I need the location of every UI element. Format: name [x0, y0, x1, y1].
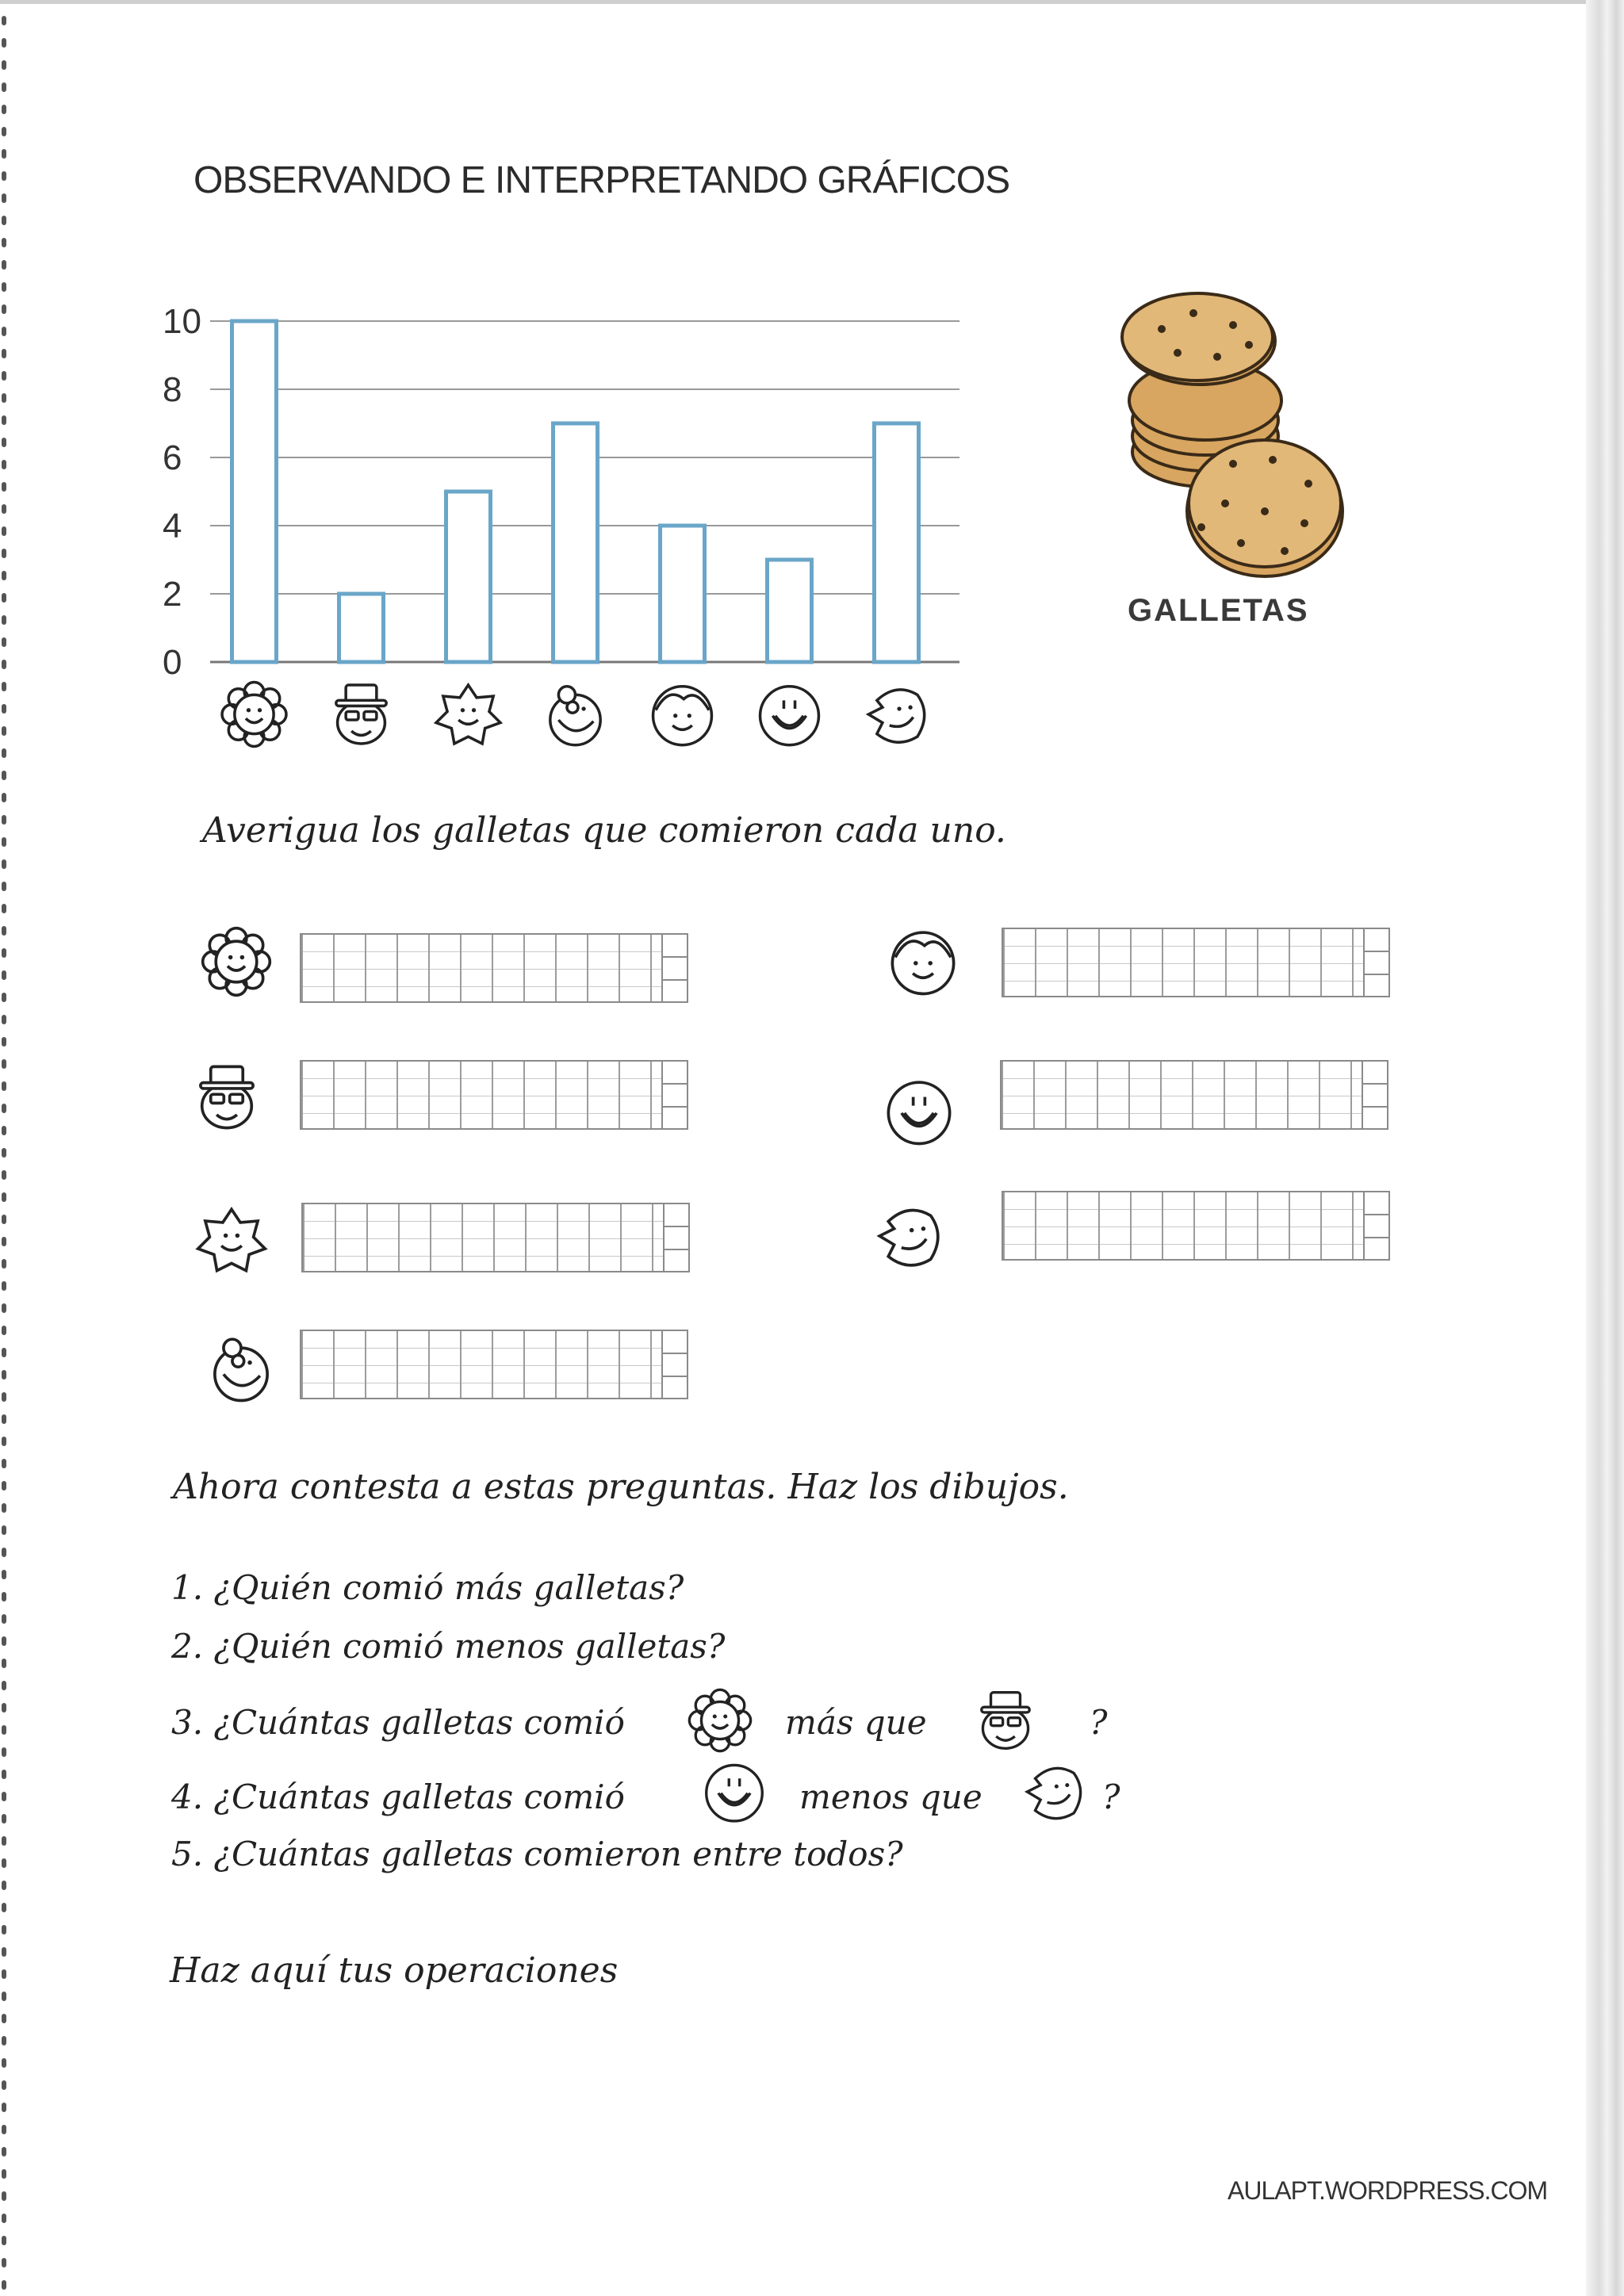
page-stack-edge — [1586, 0, 1624, 2296]
binding-hole — [2, 1925, 6, 1934]
star-face-icon — [195, 1203, 268, 1276]
binding-hole — [2, 615, 6, 625]
instruction-questions: Ahora contesta a estas preguntas. Haz los dibujos. — [173, 1467, 1069, 1507]
question-1: 1. ¿Quién comió más galletas? — [171, 1568, 684, 1607]
page-title: OBSERVANDO E INTERPRETANDO GRÁFICOS — [193, 159, 1010, 201]
binding-hole — [2, 1059, 6, 1069]
bar-chart — [163, 301, 979, 753]
binding-hole — [2, 1303, 6, 1313]
instruction-count: Averigua los galletas que comieron cada uno. — [202, 810, 1006, 851]
binding-hole — [2, 349, 6, 358]
binding-hole — [2, 859, 6, 869]
answer-grid-smiley[interactable] — [1000, 1060, 1388, 1130]
binding-hole — [2, 2103, 6, 2112]
binding-hole — [2, 1237, 6, 1246]
question-3-end: ? — [1090, 1703, 1108, 1742]
binding-hole — [2, 415, 6, 425]
binding-hole — [2, 282, 6, 292]
question-4-end: ? — [1102, 1777, 1120, 1816]
curly-face-icon — [550, 687, 600, 745]
binding-hole — [2, 2125, 6, 2134]
binding-hole — [2, 904, 6, 913]
binding-hole — [2, 60, 6, 70]
binding-hole — [2, 1947, 6, 1957]
cookies-icon — [1114, 289, 1368, 594]
y-tick-label: 10 — [163, 302, 201, 341]
question-2: 2. ¿Quién comió menos galletas? — [171, 1627, 726, 1666]
binding-hole — [2, 216, 6, 225]
bar — [661, 526, 705, 662]
operations-label: Haz aquí tus operaciones — [170, 1950, 619, 1991]
binding-hole — [2, 2214, 6, 2223]
binding-hole — [2, 1659, 6, 1668]
binding-hole — [2, 837, 6, 847]
binding-hole — [2, 1525, 6, 1535]
question-3: 3. ¿Cuántas galletas comió — [171, 1703, 625, 1742]
page-top-edge — [0, 0, 1624, 4]
binding-hole — [2, 1836, 6, 1846]
question-4-middle: menos que — [799, 1777, 982, 1816]
binding-hole — [2, 1636, 6, 1646]
binding-hole — [2, 793, 6, 802]
binding-hole — [2, 1481, 6, 1490]
flower-face-icon — [200, 925, 273, 998]
question-5: 5. ¿Cuántas galletas comieron entre todos? — [171, 1835, 903, 1873]
binding-hole — [2, 660, 6, 669]
binding-hole — [2, 771, 6, 780]
girl-face-icon — [887, 925, 959, 998]
binding-hole — [2, 238, 6, 247]
binding-hole — [2, 2036, 6, 2045]
binding-hole — [2, 1392, 6, 1402]
chart-bars — [232, 321, 919, 662]
binding-hole — [2, 1770, 6, 1779]
binding-hole — [2, 2191, 6, 2201]
binding-hole — [2, 371, 6, 381]
binding-hole — [2, 38, 6, 48]
binding-hole — [2, 1148, 6, 1158]
binding-hole — [2, 460, 6, 469]
side-smile-face-icon — [1017, 1758, 1091, 1825]
hat-glasses-face-icon — [190, 1061, 263, 1134]
binding-hole — [2, 682, 6, 691]
binding-hole — [2, 2258, 6, 2267]
binding-hole — [2, 82, 6, 92]
binding-hole — [2, 1281, 6, 1291]
binding-hole — [2, 2280, 6, 2290]
bar — [768, 560, 812, 662]
binding-hole — [2, 1459, 6, 1468]
binding-hole — [2, 1414, 6, 1424]
binding-hole — [2, 970, 6, 980]
smiley-face-icon — [701, 1758, 768, 1825]
binding-hole — [2, 1015, 6, 1024]
hat-glasses-face-icon — [972, 1687, 1039, 1754]
y-tick-label: 4 — [163, 507, 182, 545]
binding-hole — [2, 1170, 6, 1180]
binding-hole — [2, 1192, 6, 1202]
binding-hole — [2, 1814, 6, 1823]
binding-hole — [2, 149, 6, 159]
binding-hole — [2, 193, 6, 203]
side-smile-face-icon — [868, 690, 924, 742]
binding-hole — [2, 1903, 6, 1912]
footer-url: AULAPT.WORDPRESS.COM — [1228, 2176, 1548, 2205]
answer-grid-hat[interactable] — [300, 1060, 688, 1130]
binding-hole — [2, 1747, 6, 1757]
binding-hole — [2, 127, 6, 136]
smiley-face-icon — [760, 687, 819, 745]
spiral-binding — [0, 0, 11, 2296]
binding-hole — [2, 1215, 6, 1224]
flower-face-icon — [222, 683, 286, 747]
binding-hole — [2, 882, 6, 891]
answer-grid-curly[interactable] — [300, 1330, 688, 1399]
binding-hole — [2, 926, 6, 936]
binding-hole — [2, 2169, 6, 2179]
bar — [553, 423, 598, 662]
curly-face-icon — [205, 1332, 278, 1405]
binding-hole — [2, 438, 6, 447]
binding-hole — [2, 1969, 6, 1979]
binding-hole — [2, 2080, 6, 2090]
answer-grid-girl[interactable] — [1002, 928, 1390, 997]
binding-hole — [2, 1681, 6, 1690]
binding-hole — [2, 327, 6, 336]
binding-hole — [2, 948, 6, 958]
binding-hole — [2, 171, 6, 181]
binding-hole — [2, 1570, 6, 1579]
binding-hole — [2, 1370, 6, 1380]
answer-grid-side-smile[interactable] — [1002, 1191, 1390, 1261]
binding-hole — [2, 1348, 6, 1357]
binding-hole — [2, 1992, 6, 2001]
binding-hole — [2, 1326, 6, 1335]
binding-hole — [2, 1792, 6, 1801]
binding-hole — [2, 549, 6, 558]
binding-hole — [2, 504, 6, 514]
binding-hole — [2, 1614, 6, 1624]
chart-y-tick-labels — [163, 302, 201, 682]
star-face-icon — [436, 685, 500, 744]
binding-hole — [2, 993, 6, 1002]
binding-hole — [2, 2236, 6, 2245]
answer-grid-flower[interactable] — [300, 933, 688, 1003]
binding-hole — [2, 1725, 6, 1735]
binding-hole — [2, 1503, 6, 1513]
binding-hole — [2, 1037, 6, 1047]
girl-face-icon — [653, 687, 712, 745]
binding-hole — [2, 260, 6, 270]
binding-hole — [2, 105, 6, 114]
bar — [339, 594, 384, 662]
binding-hole — [2, 2014, 6, 2023]
binding-hole — [2, 593, 6, 603]
chart-x-icons — [222, 683, 925, 747]
binding-hole — [2, 1548, 6, 1557]
binding-hole — [2, 815, 6, 825]
bar — [232, 321, 277, 662]
question-4: 4. ¿Cuántas galletas comió — [171, 1777, 625, 1816]
smiley-face-icon — [883, 1075, 956, 1148]
y-tick-label: 6 — [163, 438, 182, 477]
binding-hole — [2, 704, 6, 714]
binding-hole — [2, 1437, 6, 1446]
binding-hole — [2, 1126, 6, 1135]
side-smile-face-icon — [872, 1200, 945, 1272]
binding-hole — [2, 526, 6, 536]
binding-hole — [2, 304, 6, 314]
binding-hole — [2, 1592, 6, 1601]
binding-hole — [2, 393, 6, 403]
binding-hole — [2, 571, 6, 580]
bar — [875, 423, 919, 662]
bar — [446, 492, 491, 662]
binding-hole — [2, 748, 6, 758]
cookies-label: GALLETAS — [1128, 593, 1309, 628]
binding-hole — [2, 1259, 6, 1269]
binding-hole — [2, 1881, 6, 1890]
binding-hole — [2, 1081, 6, 1091]
binding-hole — [2, 726, 6, 736]
flower-face-icon — [687, 1687, 753, 1754]
y-tick-label: 8 — [163, 370, 182, 409]
hat-glasses-face-icon — [336, 685, 386, 744]
binding-hole — [2, 482, 6, 492]
binding-hole — [2, 637, 6, 647]
binding-hole — [2, 1703, 6, 1712]
binding-hole — [2, 1858, 6, 1868]
binding-hole — [2, 2058, 6, 2068]
y-tick-label: 0 — [163, 643, 182, 682]
y-tick-label: 2 — [163, 575, 182, 614]
binding-hole — [2, 16, 6, 25]
answer-grid-star[interactable] — [301, 1203, 690, 1272]
binding-hole — [2, 2147, 6, 2156]
question-3-middle: más que — [785, 1703, 927, 1742]
binding-hole — [2, 1104, 6, 1113]
